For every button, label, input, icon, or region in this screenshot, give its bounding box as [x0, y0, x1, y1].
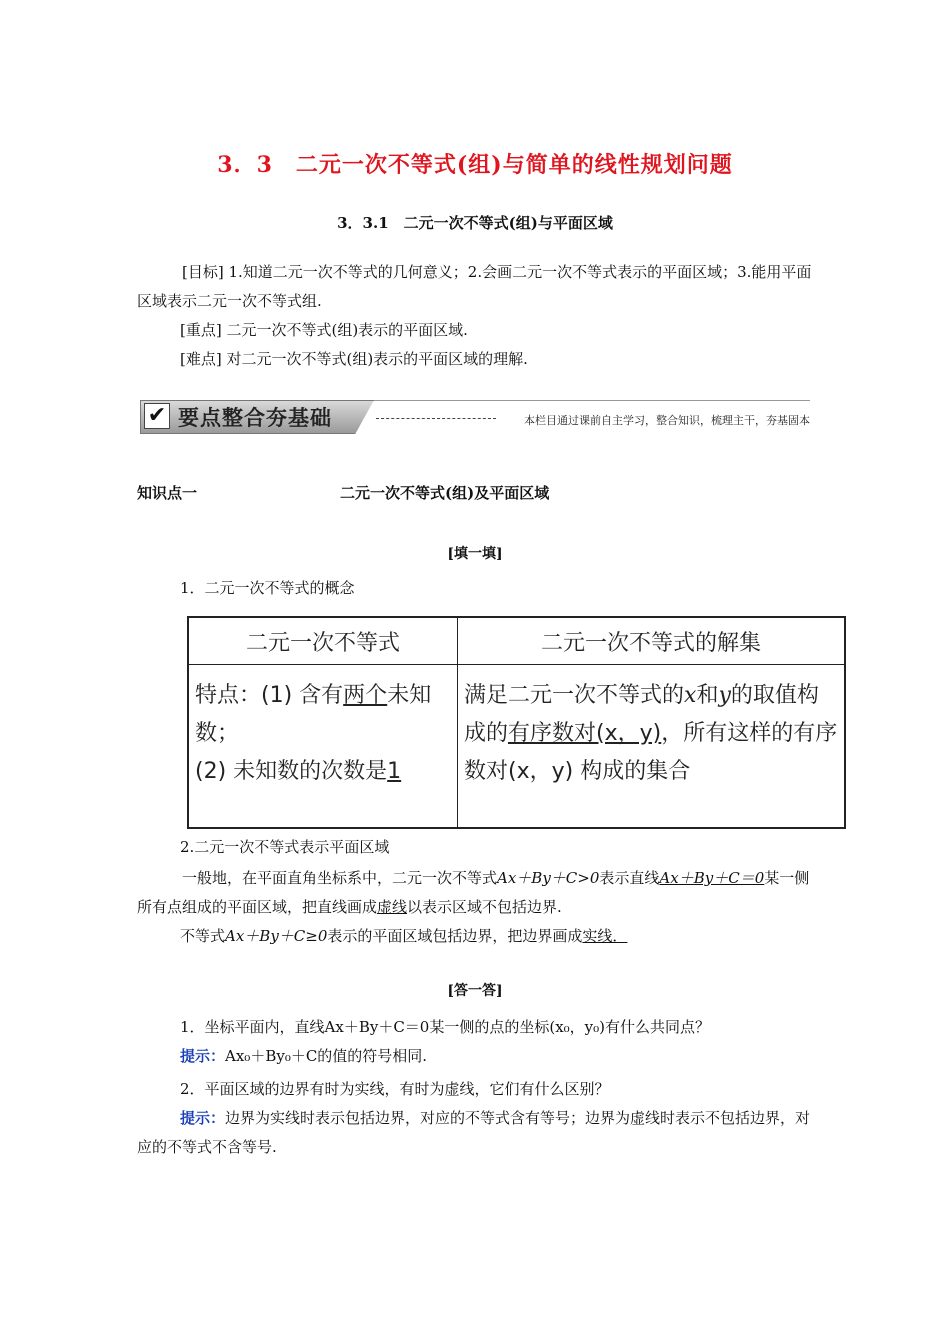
- table-header: 二元一次不等式的解集: [458, 617, 846, 665]
- hint-2: [137, 1104, 817, 1162]
- hint-text: 边界为实线时表示包括边界，对应的不等式含有等号；边界为虚线时表示不包括边界，对应的不等式不含等号.: [137, 1109, 811, 1156]
- concept-table: [187, 616, 846, 829]
- text: 以表示区域不包括边界.: [407, 898, 562, 916]
- cell-underline: 1: [387, 759, 402, 784]
- table-cell-right: [458, 665, 846, 829]
- question-2: 2．平面区域的边界有时为实线，有时为虚线，它们有什么区别？: [180, 1080, 610, 1098]
- fill-heading: [填一填]: [447, 546, 503, 562]
- table-header-row: [188, 617, 845, 665]
- text: 表示直线: [599, 869, 660, 887]
- table-cell-left: [188, 665, 458, 829]
- text: 某一侧所有点组成的平面区域，把直线画成: [137, 869, 810, 916]
- knowledge-title: 二元一次不等式(组)及平面区域: [340, 484, 550, 502]
- answer-heading: [答一答]: [447, 983, 503, 999]
- solid-term: 实线．: [582, 927, 628, 945]
- general-paragraph: [137, 864, 817, 922]
- check-icon: ✔: [144, 403, 170, 429]
- var-x: x: [684, 683, 697, 708]
- cell-text: 特点：(1) 含有: [195, 683, 344, 708]
- inequality: Ax＋By＋C>0: [497, 869, 600, 887]
- text: 表示的平面区域包括边界，把边界画成: [327, 927, 583, 945]
- var-y: y: [718, 683, 731, 708]
- text: 一般地，在平面直角坐标系中，二元一次不等式: [182, 869, 498, 887]
- hint-label: 提示：: [180, 1109, 226, 1127]
- page-title: 3．3 二元一次不等式(组)与简单的线性规划问题: [217, 152, 733, 178]
- closed-paragraph: [180, 922, 627, 951]
- item-1-heading: 1．二元一次不等式的概念: [180, 579, 355, 597]
- hint-label: 提示：: [180, 1047, 226, 1065]
- section-subtitle: 3．3.1 二元一次不等式(组)与平面区域: [337, 214, 613, 232]
- item-2-heading: 2.二元一次不等式表示平面区域: [180, 838, 390, 856]
- line-equation: Ax＋By＋C＝0: [659, 869, 765, 887]
- banner-title: 要点整合夯基础: [178, 406, 332, 430]
- cell-text: 的取值构成的: [464, 683, 819, 746]
- banner-note: 本栏目通过课前自主学习，整合知识，梳理主干，夯基固本: [524, 414, 810, 427]
- text: 不等式: [180, 927, 226, 945]
- table-header: 二元一次不等式: [188, 617, 458, 665]
- cell-underline: 有序数对(x，y): [508, 721, 662, 746]
- key-point: [重点] 二元一次不等式(组)表示的平面区域.: [180, 321, 468, 339]
- cell-text: ，所有这样的有序数对(x，y) 构成的集合: [464, 721, 838, 784]
- cell-text: (2) 未知数的次数是: [195, 759, 388, 784]
- cell-text: 未知数；: [195, 683, 432, 746]
- inequality: Ax＋By＋C≥0: [225, 927, 328, 945]
- cell-text: 和: [696, 683, 719, 708]
- hint-1: [180, 1042, 427, 1071]
- question-1: 1．坐标平面内，直线Ax＋By＋C＝0某一侧的点的坐标(x₀，y₀)有什么共同点？: [180, 1018, 711, 1036]
- banner-dash: [376, 418, 496, 419]
- cell-underline: 两个: [343, 683, 388, 708]
- dashed-term: 虚线: [377, 898, 408, 916]
- hint-text: Ax₀＋By₀＋C的值的符号相同.: [225, 1047, 428, 1065]
- section-banner: [140, 400, 810, 434]
- goal-paragraph: [目标] 1.知道二元一次不等式的几何意义；2.会画二元一次不等式表示的平面区域；3.能用平面区域表示二元一次不等式组.: [137, 263, 812, 310]
- cell-text: 满足二元一次不等式的: [464, 683, 685, 708]
- table-row: [188, 665, 845, 829]
- banner-rule: [350, 400, 810, 401]
- knowledge-label: 知识点一: [137, 484, 198, 502]
- difficulty-point: [难点] 对二元一次不等式(组)表示的平面区域的理解.: [180, 350, 528, 368]
